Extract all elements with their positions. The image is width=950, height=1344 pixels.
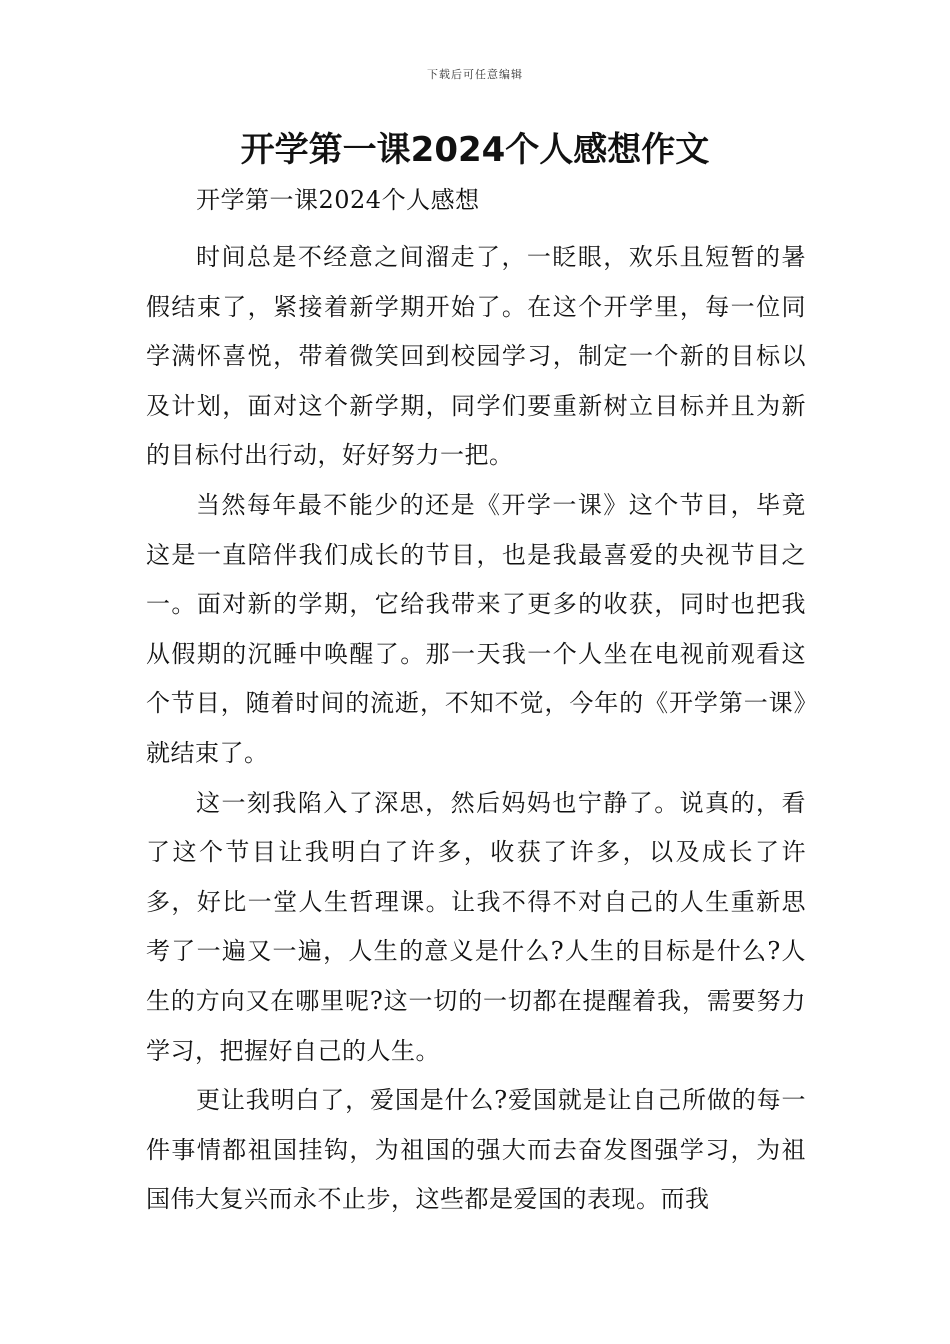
header-note: 下载后可任意编辑 <box>427 68 523 81</box>
paragraph-4: 更让我明白了，爱国是什么?爱国就是让自己所做的每一件事情都祖国挂钩，为祖国的强大而去奋发图强学习，为祖国伟大复兴而永不止步，这些都是爱国的表现。而我 <box>146 1086 806 1214</box>
paragraph-3: 这一刻我陷入了深思，然后妈妈也宁静了。说真的，看了这个节目让我明白了许多，收获了许多，以及成长了许多，好比一堂人生哲理课。让我不得不对自己的人生重新思考了一遍又一遍，人生的意义是什么?人生的目标是什么?人生的方向又在哪里呢?这一切的一切都在提醒着我，需要努力学习，把握好自己的人生。 <box>146 788 806 1065</box>
document-title: 开学第一课2024个人感想作文 <box>240 130 710 170</box>
paragraph-1: 时间总是不经意之间溜走了，一眨眼，欢乐且短暂的暑假结束了，紧接着新学期开始了。在这个开学里，每一位同学满怀喜悦，带着微笑回到校园学习，制定一个新的目标以及计划，面对这个新学期，同学们要重新树立目标并且为新的目标付出行动，好好努力一把。 <box>146 243 806 470</box>
paragraph-2: 当然每年最不能少的还是《开学一课》这个节目，毕竟这是一直陪伴我们成长的节目，也是我最喜爱的央视节目之一。面对新的学期，它给我带来了更多的收获，同时也把我从假期的沉睡中唤醒了。那一天我一个人坐在电视前观看这个节目，随着时间的流逝，不知不觉，今年的《开学第一课》就结束了。 <box>146 490 806 767</box>
document-body <box>146 178 806 1225</box>
document-subtitle: 开学第一课2024个人感想 <box>196 186 480 214</box>
